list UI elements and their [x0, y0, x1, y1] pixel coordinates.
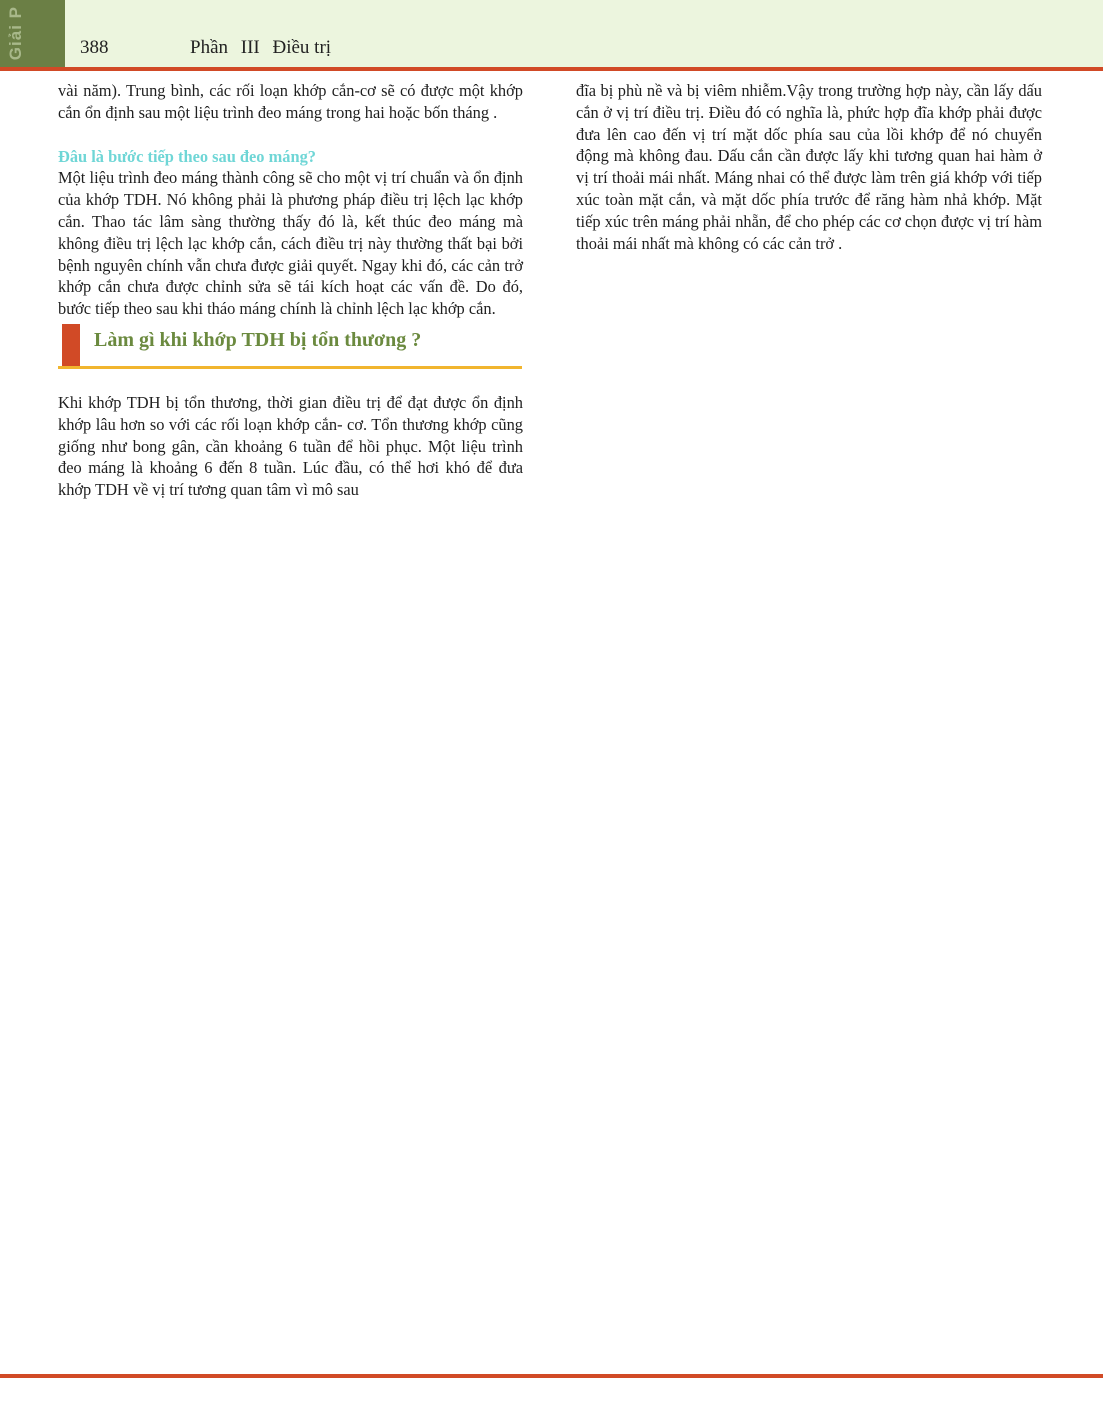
paragraph: đĩa bị phù nề và bị viêm nhiễm.Vậy trong trường hợp này, cần lấy dấu cắn ở vị trí điều trị. Điều đó có nghĩa là, phức hợp đĩa khớp phải được đưa lên cao đến vị trí mặt dốc phía sau của lồi khớp để nó chuyển động mà không đau. Dấu cắn cần được lấy khi tương quan hai hàm ở vị trí thoải mái nhất. Máng nhai có thể được làm trên giá khớp với tiếp xúc toàn mặt cắn, và mặt dốc phía trước để răng hàm nhả khớp. Mặt tiếp xúc trên máng phải nhẵn, để cho phép các cơ chọn được vị trí hàm thoải mái nhất mà không có các cản trở .	[576, 81, 1042, 253]
paragraph: vài năm). Trung bình, các rối loạn khớp cắn-cơ sẽ có được một khớp cắn ổn định sau một liệu trình đeo máng trong hai hoặc bốn tháng .	[58, 81, 523, 122]
part-title: Điều trị	[272, 37, 332, 58]
subheading: Đâu là bước tiếp theo sau đeo máng?	[58, 146, 316, 166]
running-title	[190, 37, 339, 59]
heading-underline	[58, 366, 522, 369]
paragraph: Một liệu trình đeo máng thành công sẽ cho một vị trí chuẩn và ổn định của khớp TDH. Nó không phải là phương pháp điều trị lệch lạc khớp cắn. Thao tác lâm sàng thường thấy đó là, kết thúc đeo máng mà không điều trị lệch lạc khớp cắn, cách điều trị này thường thất bại bởi bệnh nguyên chính vẫn chưa được giải quyết. Ngay khi đó, các cản trở khớp cắn chưa được chỉnh sửa sẽ tái kích hoạt các vấn đề. Do đó, bước tiếp theo sau khi tháo máng chính là chỉnh lệch lạc khớp cắn.	[58, 168, 523, 319]
paragraph: Khi khớp TDH bị tổn thương, thời gian điều trị để đạt được ổn định khớp lâu hơn so với các rối loạn khớp cắn- cơ. Tổn thương khớp cũng giống như bong gân, cần khoảng 6 tuần để hồi phục. Một liệu trình đeo máng là khoảng 6 đến 8 tuần. Lúc đầu, có thể hơi khó để đưa khớp TDH về vị trí tương quan tâm vì mô sau	[58, 392, 523, 500]
right-column	[576, 80, 1042, 254]
side-tab	[0, 0, 65, 68]
left-column	[58, 80, 523, 501]
section-heading	[58, 324, 523, 370]
footer-rule	[0, 1374, 1103, 1378]
part-label: Phần	[190, 37, 228, 58]
side-tab-text: Giải P	[6, 6, 25, 61]
heading-accent-bar	[62, 324, 80, 366]
header-rule	[0, 67, 1103, 71]
heading-text: Làm gì khi khớp TDH bị tổn thương ?	[94, 328, 422, 351]
part-number: III	[240, 37, 260, 58]
page-number: 388	[80, 37, 109, 58]
page-header	[0, 0, 1103, 68]
spacer	[58, 124, 523, 146]
